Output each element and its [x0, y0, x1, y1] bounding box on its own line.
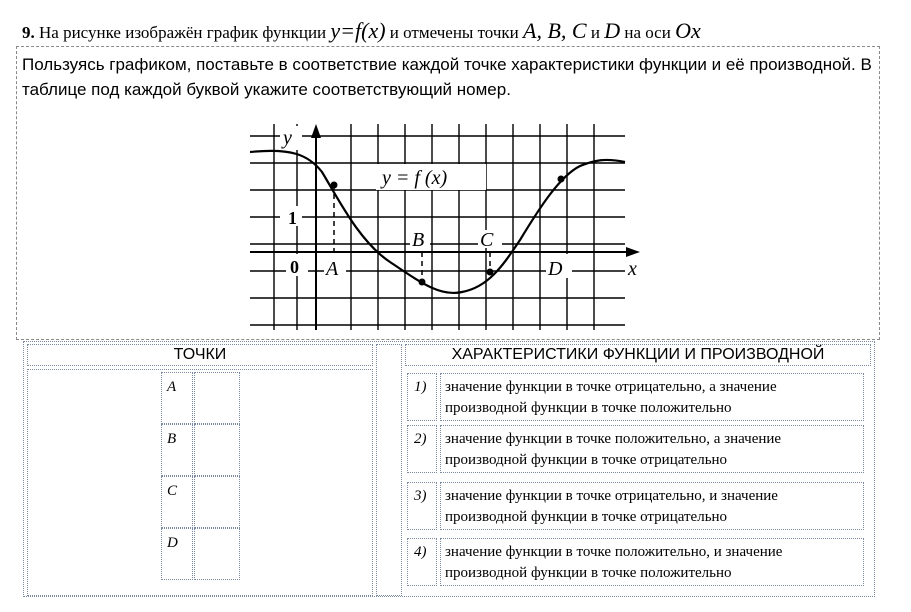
points-label: A, B, C [523, 18, 587, 43]
characteristics-header: ХАРАКТЕРИСТИКИ ФУНКЦИИ И ПРОИЗВОДНОЙ [405, 344, 871, 366]
answer-cell-b[interactable] [194, 424, 240, 476]
characteristic-number: 3) [407, 482, 437, 530]
characteristic-row-3 [405, 480, 864, 532]
y-axis-label: y [283, 127, 292, 149]
dot-c [487, 269, 494, 276]
point-a-label: A [326, 258, 339, 280]
point-letter: B [161, 424, 193, 476]
characteristic-text: значение функции в точке отрицательно, а значение производной функции в точке положительно [440, 373, 864, 421]
title-and: и [586, 23, 605, 42]
point-letter: C [161, 476, 193, 528]
point-letter: D [161, 528, 193, 580]
task-number: 9. [22, 23, 35, 42]
x-axis-arrow [626, 247, 640, 257]
unit-label: 1 [288, 208, 297, 228]
y-axis-arrow [311, 124, 321, 138]
dot-a [331, 182, 338, 189]
point-row-d [161, 528, 240, 580]
function-label: y=f(x) [330, 18, 386, 43]
characteristic-text: значение функции в точке отрицательно, и значение производной функции в точке отрицательно [440, 482, 864, 530]
point-letter: A [161, 372, 193, 424]
title-text-3: на оси [620, 23, 676, 42]
point-c-label: C [480, 229, 494, 251]
point-row-a [161, 372, 240, 424]
characteristic-text: значение функции в точке положительно, и значение производной функции в точке положительно [440, 538, 864, 586]
instructions: Пользуясь графиком, поставьте в соответствие каждой точке характеристики функции и её производной. В таблице под каждой буквой укажите соответствующий номер. [22, 55, 872, 99]
characteristic-row-1 [405, 371, 864, 423]
point-row-b [161, 424, 240, 476]
title-text-2: и отмечены точки [385, 23, 524, 42]
function-graph [250, 122, 650, 334]
characteristic-row-2 [405, 423, 864, 475]
characteristic-number: 4) [407, 538, 437, 586]
title-text: На рисунке изображён график функции [34, 23, 331, 42]
task-title [22, 18, 701, 44]
last-point-label: D [604, 18, 621, 43]
x-axis-label: x [628, 258, 637, 280]
characteristic-number: 2) [407, 425, 437, 473]
characteristic-number: 1) [407, 373, 437, 421]
point-b-label: B [412, 229, 425, 251]
characteristic-row-4 [405, 536, 864, 588]
answer-cell-a[interactable] [194, 372, 240, 424]
curve-label: y = f (x) [382, 167, 448, 189]
point-row-c [161, 476, 240, 528]
table-separator [376, 344, 402, 596]
answer-cell-d[interactable] [194, 528, 240, 580]
dot-b [419, 279, 426, 286]
grid [250, 124, 625, 330]
axis-label: Ox [675, 18, 701, 43]
points-header: ТОЧКИ [27, 344, 373, 366]
axes [250, 132, 630, 330]
characteristic-text: значение функции в точке положительно, а значение производной функции в точке отрицательно [440, 425, 864, 473]
origin-label: 0 [290, 257, 299, 277]
point-d-label: D [548, 258, 563, 280]
dot-d [558, 176, 565, 183]
answer-cell-c[interactable] [194, 476, 240, 528]
